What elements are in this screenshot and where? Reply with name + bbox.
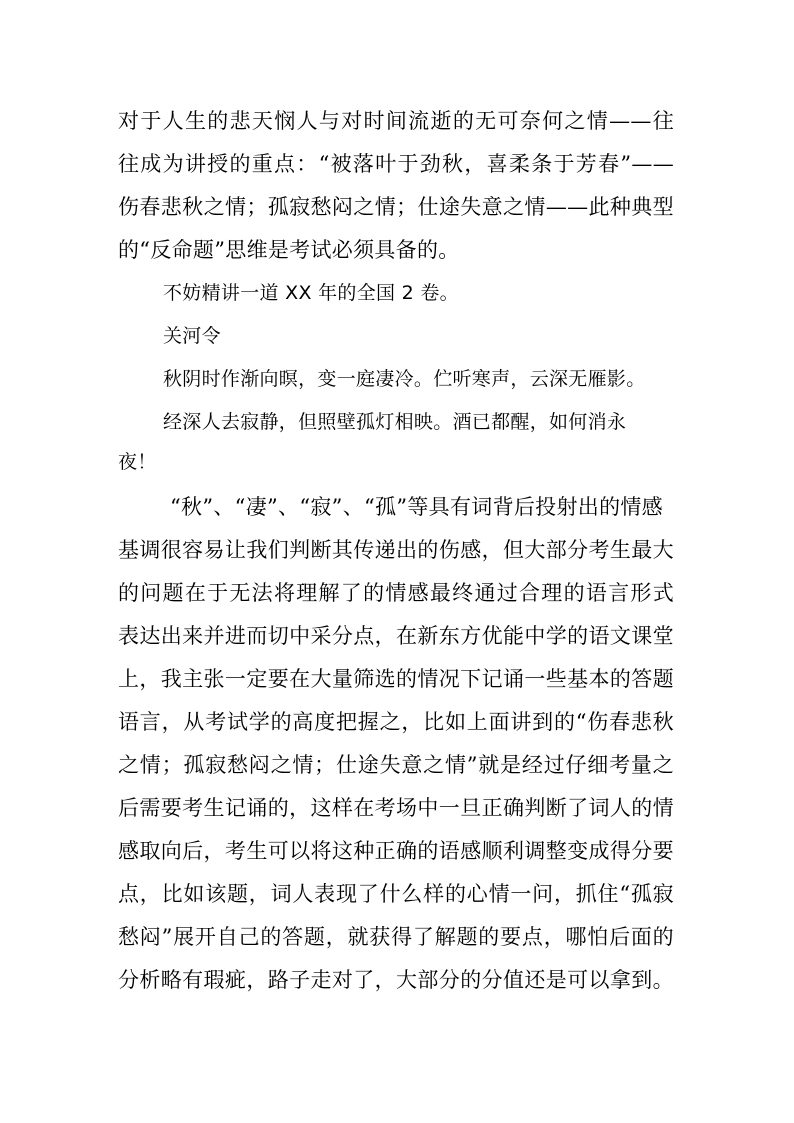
paragraph-line: 对于人生的悲天悯人与对时间流逝的无可奈何之情——往 xyxy=(118,109,674,133)
paragraph-line: 伤春悲秋之情；孤寂愁闷之情；仕途失意之情——此种典型 xyxy=(118,195,674,219)
poem-line: 夜！ xyxy=(118,451,157,473)
paragraph-line: 表达出来并进而切中采分点，在新东方优能中学的语文课堂 xyxy=(118,624,674,648)
paragraph-line: 基调很容易让我们判断其传递出的伤感，但大部分考生最大 xyxy=(118,538,674,562)
poem-title: 关河令 xyxy=(163,325,221,347)
paragraph-line: 往成为讲授的重点：“被落叶于劲秋，喜柔条于芳春”—— xyxy=(118,152,674,176)
paragraph-line: 愁闷”展开自己的答题，就获得了解题的要点，哪怕后面的 xyxy=(118,925,674,949)
paragraph-line: 语言，从考试学的高度把握之，比如上面讲到的“伤春悲秋 xyxy=(118,710,674,734)
paragraph-line: 上，我主张一定要在大量筛选的情况下记诵一些基本的答题 xyxy=(118,667,674,691)
paragraph-line: 分析略有瑕疵，路子走对了，大部分的分值还是可以拿到。 xyxy=(118,968,674,992)
poem-line: 经深人去寂静，但照壁孤灯相映。酒已都醒，如何消永 xyxy=(163,411,627,433)
exam-note: 不妨精讲一道 XX 年的全国 2 卷。 xyxy=(163,282,459,304)
paragraph-line: “秋”、“凄”、“寂”、“孤”等具有词背后投射出的情感 xyxy=(170,495,663,519)
paragraph-line: 点，比如该题，词人表现了什么样的心情一问，抓住“孤寂 xyxy=(118,882,674,906)
paragraph-line: 之情；孤寂愁闷之情；仕途失意之情”就是经过仔细考量之 xyxy=(118,753,674,777)
paragraph-line: 感取向后，考生可以将这种正确的语感顺利调整变成得分要 xyxy=(118,839,674,863)
paragraph-line: 的问题在于无法将理解了的情感最终通过合理的语言形式 xyxy=(118,581,674,605)
paragraph-line: 后需要考生记诵的，这样在考场中一旦正确判断了词人的情 xyxy=(118,796,674,820)
poem-line: 秋阴时作渐向暝，变一庭凄冷。伫听寒声，云深无雁影。 xyxy=(163,368,646,390)
paragraph-line: 的“反命题”思维是考试必须具备的。 xyxy=(118,238,460,262)
